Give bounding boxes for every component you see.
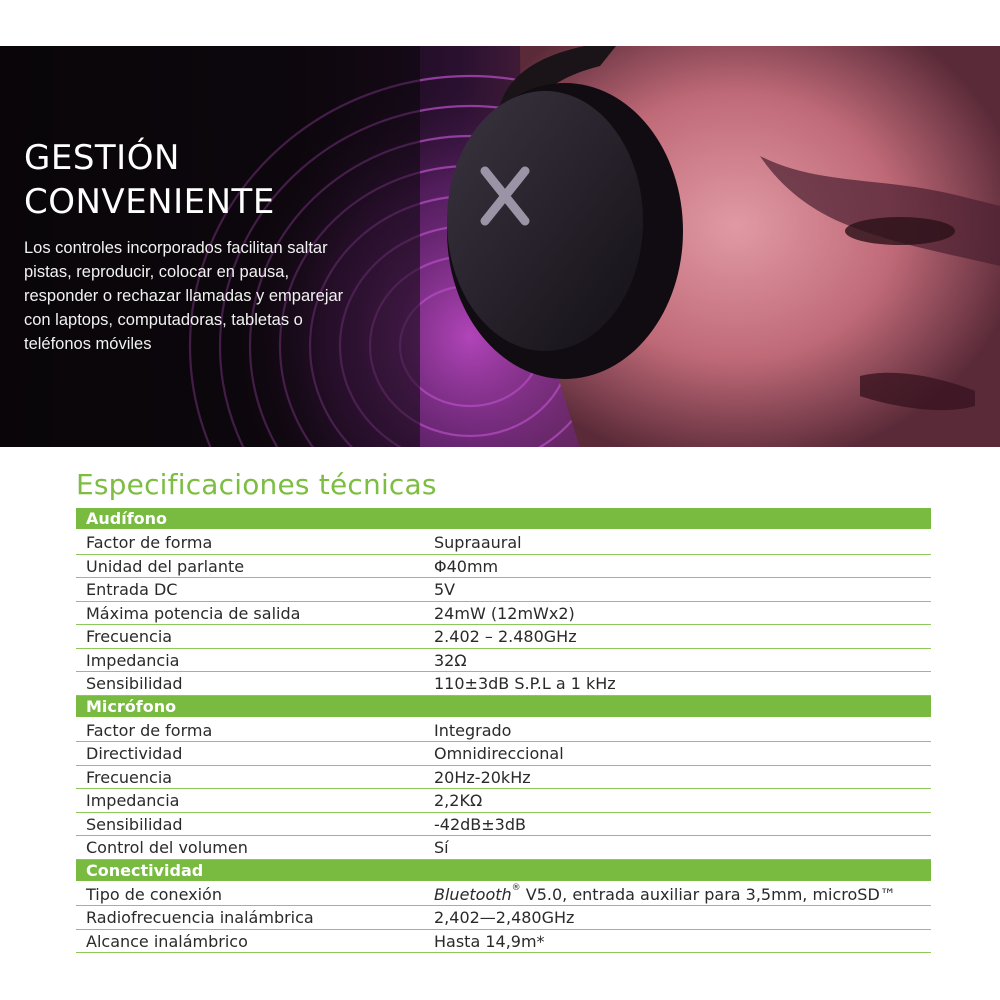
spec-label: Control del volumen xyxy=(86,838,248,857)
spec-row xyxy=(76,625,931,649)
spec-value: 2.402 – 2.480GHz xyxy=(434,627,577,646)
spec-label: Impedancia xyxy=(86,650,180,670)
spec-value: 20Hz-20kHz xyxy=(434,767,531,787)
spec-row xyxy=(76,813,931,837)
description-line-5: teléfonos móviles xyxy=(24,335,152,353)
hero-description xyxy=(24,236,404,356)
spec-value: 2,402—2,480GHz xyxy=(434,908,575,927)
spec-row xyxy=(76,836,931,860)
spec-value: Omnidireccional xyxy=(434,744,564,763)
spec-value: Sí xyxy=(434,838,449,857)
specs-title: Especificaciones técnicas xyxy=(76,468,437,501)
spec-row xyxy=(76,719,931,743)
spec-label: Tipo de conexión xyxy=(86,884,222,904)
spec-label: Frecuencia xyxy=(86,767,173,787)
spec-label: Impedancia xyxy=(86,791,180,810)
spec-row xyxy=(76,766,931,790)
hero-banner xyxy=(0,46,1000,447)
description-line-2: pistas, reproducir, colocar en pausa, xyxy=(24,263,290,281)
spec-row xyxy=(76,742,931,766)
hero-text xyxy=(24,136,404,356)
registered-mark: ® xyxy=(511,882,521,893)
spec-row xyxy=(76,883,931,907)
spec-label: Sensibilidad xyxy=(86,674,183,693)
spec-row xyxy=(76,906,931,930)
spec-value: Integrado xyxy=(434,720,512,740)
spec-label: Radiofrecuencia inalámbrica xyxy=(86,908,314,927)
description-line-4: con laptops, computadoras, tabletas o xyxy=(24,311,303,329)
hero-headline xyxy=(24,136,404,224)
spec-label: Máxima potencia de salida xyxy=(86,603,301,623)
section-audifono: Audífono xyxy=(76,508,931,529)
connection-details: V5.0, entrada auxiliar para 3,5mm, microSD™ xyxy=(520,884,896,904)
spec-value: 2,2KΩ xyxy=(434,791,483,810)
spec-label: Frecuencia xyxy=(86,627,173,646)
headline-line-2: CONVENIENTE xyxy=(24,182,275,222)
spec-row xyxy=(76,930,931,954)
spec-row xyxy=(76,578,931,602)
spec-value: 110±3dB S.P.L a 1 kHz xyxy=(434,674,616,693)
description-line-3: responder o rechazar llamadas y emparejar xyxy=(24,287,344,305)
spec-row xyxy=(76,789,931,813)
spec-value: 24mW (12mWx2) xyxy=(434,603,575,623)
spec-label: Alcance inalámbrico xyxy=(86,931,248,951)
spec-label: Sensibilidad xyxy=(86,814,183,834)
spec-value: 32Ω xyxy=(434,650,467,670)
spec-label: Unidad del parlante xyxy=(86,556,245,576)
spec-label: Entrada DC xyxy=(86,580,178,599)
spec-value: Φ40mm xyxy=(434,556,499,576)
specs-table xyxy=(76,508,931,953)
spec-value: Hasta 14,9m* xyxy=(434,931,545,951)
spec-value: -42dB±3dB xyxy=(434,814,526,834)
spec-value: 5V xyxy=(434,580,456,599)
spec-value xyxy=(434,882,896,904)
spec-label: Directividad xyxy=(86,744,183,763)
section-microfono: Micrófono xyxy=(76,696,931,717)
headline-line-1: GESTIÓN xyxy=(24,138,180,178)
spec-label: Factor de forma xyxy=(86,720,213,740)
spec-label: Factor de forma xyxy=(86,533,213,552)
spec-value: Supraaural xyxy=(434,533,522,552)
spec-row xyxy=(76,672,931,696)
section-conectividad: Conectividad xyxy=(76,860,931,881)
spec-row xyxy=(76,555,931,579)
spec-row xyxy=(76,602,931,626)
description-line-1: Los controles incorporados facilitan saltar xyxy=(24,239,328,257)
spec-row xyxy=(76,531,931,555)
bluetooth-brand: Bluetooth xyxy=(434,884,512,904)
spec-row xyxy=(76,649,931,673)
